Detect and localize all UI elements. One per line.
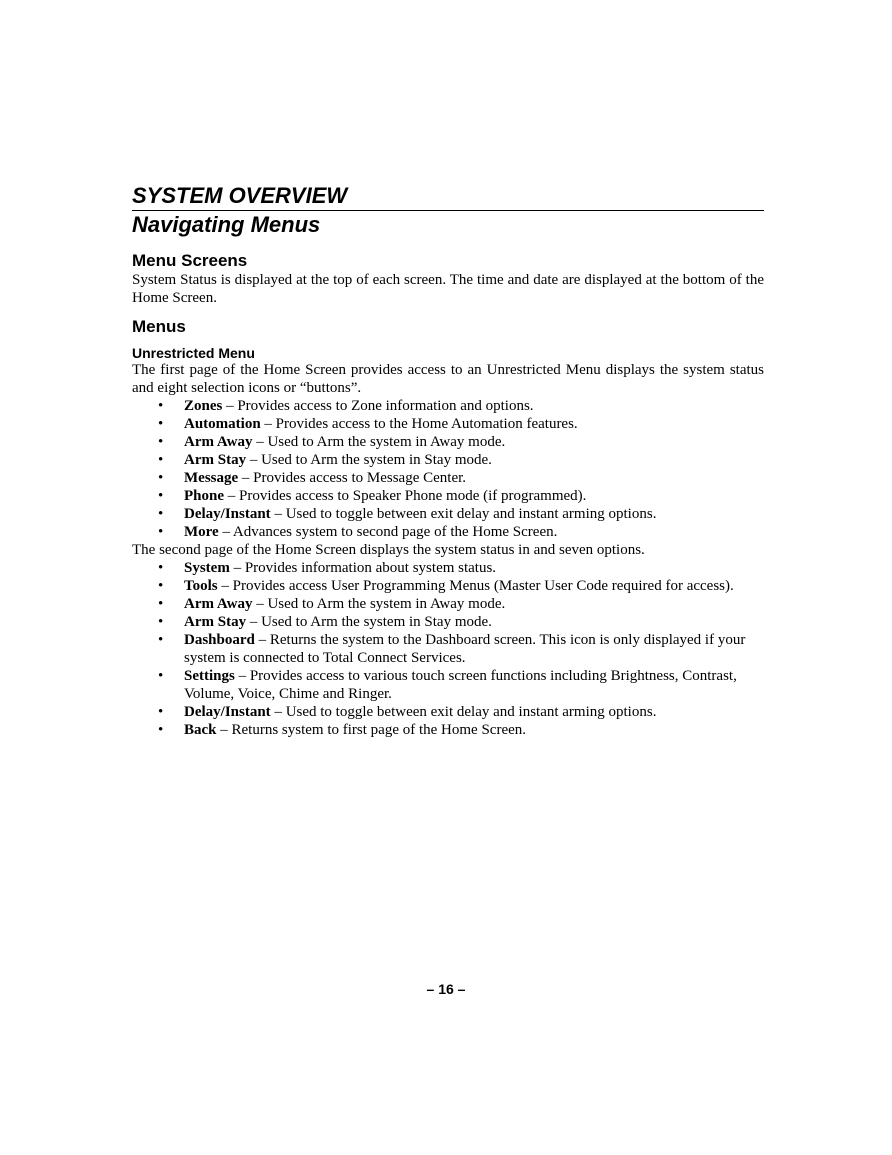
list-item xyxy=(132,433,764,451)
first-page-intro: The first page of the Home Screen provides access to an Unrestricted Menu displays the system status and eight selection icons or “buttons”. xyxy=(132,362,764,396)
page-content xyxy=(132,183,764,739)
unrestricted-menu-heading: Unrestricted Menu xyxy=(132,345,255,361)
option-description: – Used to Arm the system in Away mode. xyxy=(252,434,506,450)
bullet-icon: • xyxy=(158,560,164,576)
list-item xyxy=(132,469,764,487)
option-term: System xyxy=(184,560,230,576)
option-term: Back xyxy=(184,722,217,738)
option-description: – Used to Arm the system in Away mode. xyxy=(252,596,506,612)
list-item xyxy=(132,397,764,415)
list-item xyxy=(132,523,764,541)
bullet-icon: • xyxy=(158,416,164,432)
list-item xyxy=(132,613,764,631)
option-description: – Provides access to the Home Automation features. xyxy=(260,416,578,432)
option-term: Arm Away xyxy=(184,596,253,612)
bullet-icon: • xyxy=(158,722,164,738)
option-description: – Advances system to second page of the Home Screen. xyxy=(218,524,558,540)
option-description: – Provides access User Programming Menus (Master User Code required for access). xyxy=(217,578,734,594)
first-page-options-list xyxy=(132,397,764,541)
bullet-icon: • xyxy=(158,452,164,468)
bullet-icon: • xyxy=(158,596,164,612)
bullet-icon: • xyxy=(158,704,164,720)
list-item xyxy=(132,559,764,577)
option-term: Settings xyxy=(184,668,235,684)
bullet-icon: • xyxy=(158,632,164,648)
option-term: Arm Away xyxy=(184,434,253,450)
list-item xyxy=(132,415,764,433)
list-item xyxy=(132,451,764,469)
bullet-icon: • xyxy=(158,524,164,540)
option-description: – Used to Arm the system in Stay mode. xyxy=(246,614,492,630)
option-term: Delay/Instant xyxy=(184,506,271,522)
list-item xyxy=(132,703,764,721)
option-term: Tools xyxy=(184,578,218,594)
option-description: – Returns the system to the Dashboard screen. This icon is only displayed if your system is connected to Total Connect Services. xyxy=(184,632,746,666)
option-description: – Used to toggle between exit delay and instant arming options. xyxy=(270,506,657,522)
option-description: – Used to toggle between exit delay and instant arming options. xyxy=(270,704,657,720)
list-item xyxy=(132,505,764,523)
list-item xyxy=(132,487,764,505)
bullet-icon: • xyxy=(158,578,164,594)
option-term: More xyxy=(184,524,219,540)
list-item xyxy=(132,595,764,613)
option-description: – Returns system to first page of the Home Screen. xyxy=(216,722,527,738)
option-description: – Provides access to Speaker Phone mode (if programmed). xyxy=(224,488,587,504)
option-description: – Provides access to Zone information and options. xyxy=(222,398,534,414)
option-term: Automation xyxy=(184,416,261,432)
option-term: Zones xyxy=(184,398,223,414)
menus-heading: Menus xyxy=(132,317,186,336)
second-page-options-list xyxy=(132,559,764,739)
second-page-intro: The second page of the Home Screen displays the system status in and seven options. xyxy=(132,542,645,558)
option-description: – Provides access to various touch screen functions including Brightness, Contrast, Volume, Voice, Chime and Ringer. xyxy=(184,668,737,702)
option-term: Message xyxy=(184,470,239,486)
option-term: Arm Stay xyxy=(184,452,247,468)
bullet-icon: • xyxy=(158,506,164,522)
subsection-title: Navigating Menus xyxy=(132,212,321,237)
option-term: Arm Stay xyxy=(184,614,247,630)
bullet-icon: • xyxy=(158,434,164,450)
list-item xyxy=(132,631,764,667)
option-description: – Provides access to Message Center. xyxy=(238,470,467,486)
option-description: – Used to Arm the system in Stay mode. xyxy=(246,452,492,468)
bullet-icon: • xyxy=(158,488,164,504)
option-term: Phone xyxy=(184,488,225,504)
bullet-icon: • xyxy=(158,398,164,414)
option-description: – Provides information about system status. xyxy=(229,560,497,576)
list-item xyxy=(132,667,764,703)
bullet-icon: • xyxy=(158,614,164,630)
section-title: SYSTEM OVERVIEW xyxy=(132,183,764,211)
list-item xyxy=(132,577,764,595)
option-term: Delay/Instant xyxy=(184,704,271,720)
menu-screens-text: System Status is displayed at the top of each screen. The time and date are displayed at the bottom of the Home Screen. xyxy=(132,272,764,306)
option-term: Dashboard xyxy=(184,632,255,648)
bullet-icon: • xyxy=(158,668,164,684)
bullet-icon: • xyxy=(158,470,164,486)
menu-screens-heading: Menu Screens xyxy=(132,251,248,270)
page-number: – 16 – xyxy=(426,981,466,997)
list-item xyxy=(132,721,764,739)
